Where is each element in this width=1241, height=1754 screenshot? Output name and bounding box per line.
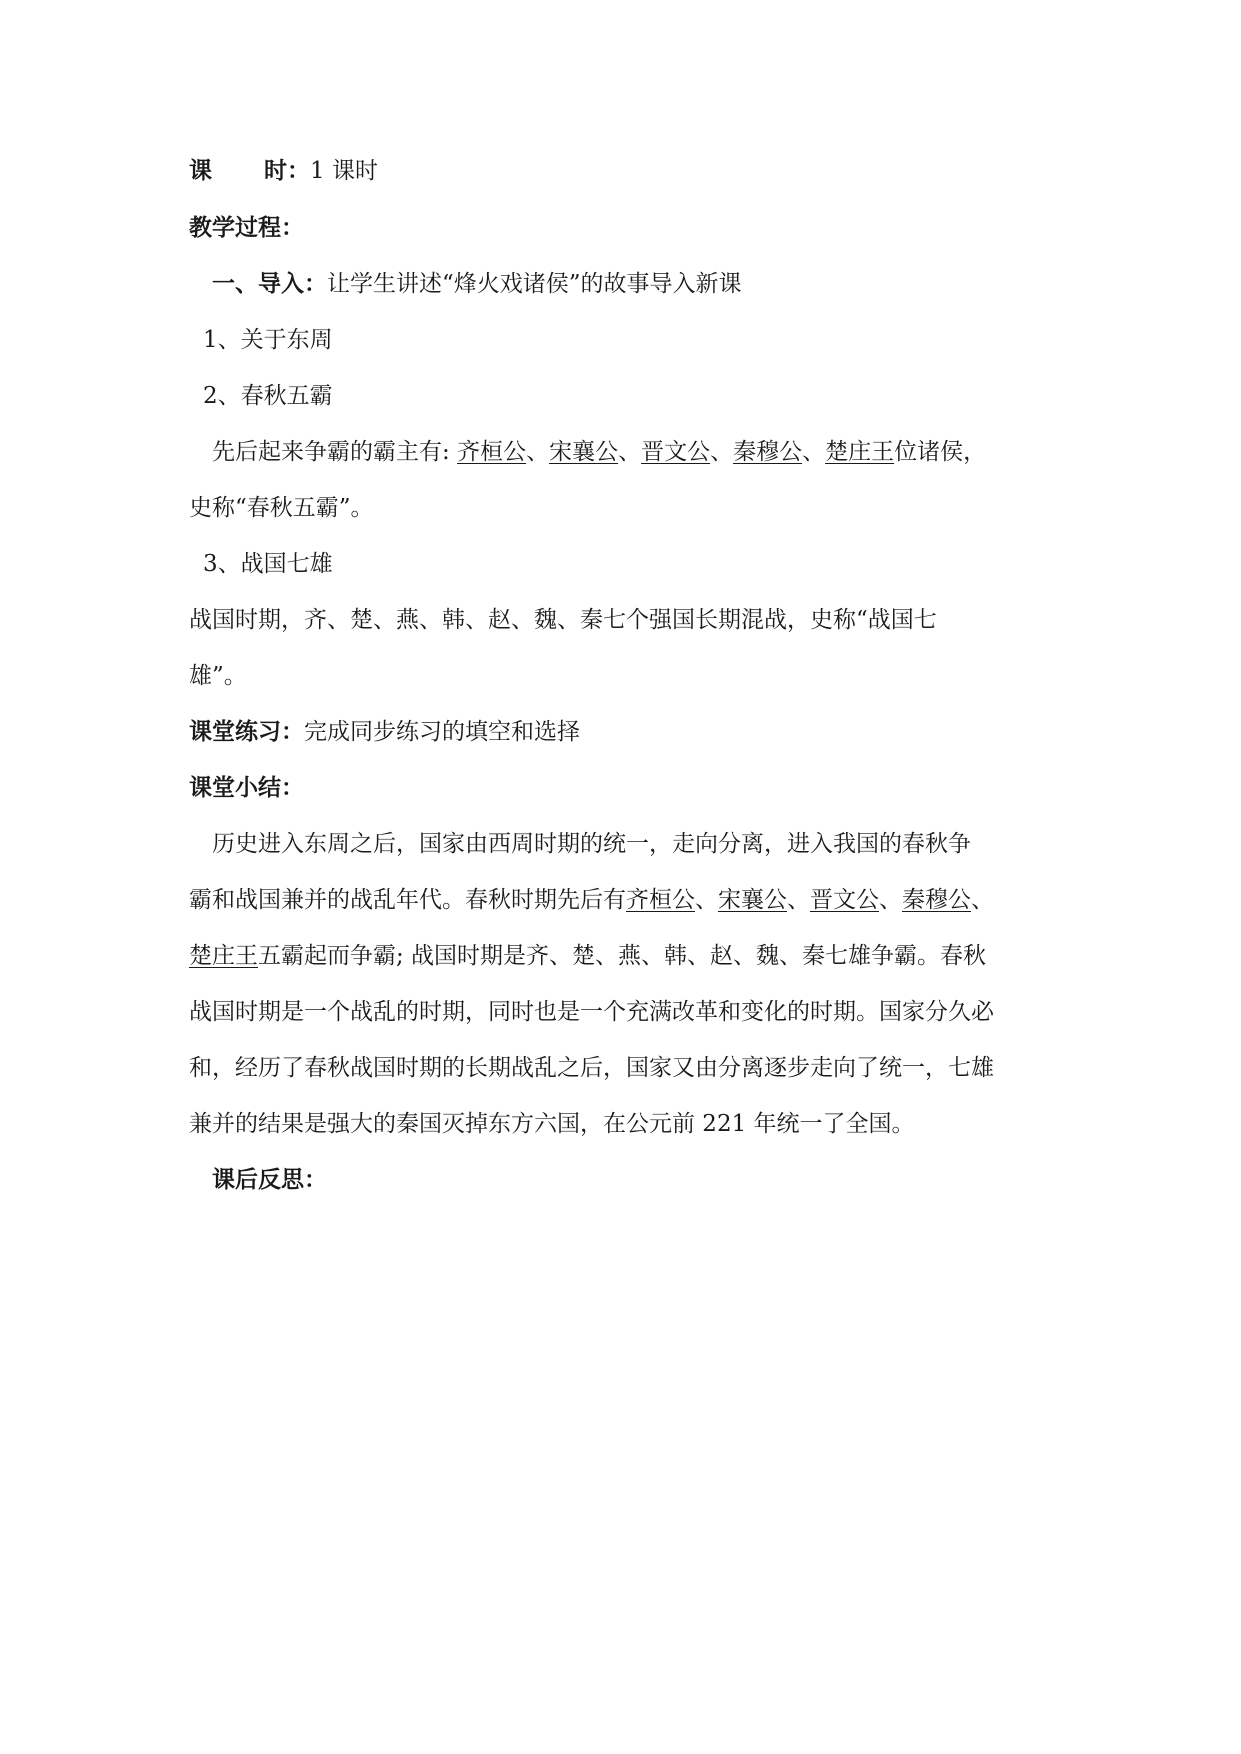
- lesson-period-label-b: 时：: [264, 158, 310, 184]
- separator: 、: [710, 439, 734, 465]
- separator: 、: [802, 439, 826, 465]
- practice-line: [189, 717, 1059, 747]
- hegemon-name: 宋襄公: [549, 439, 619, 465]
- item-five-hegemons: 2、春秋五霸: [203, 383, 333, 409]
- summary-line3: [189, 941, 987, 971]
- summary-line4: 战国时期是一个战乱的时期，同时也是一个充满改革和变化的时期。国家分久必: [189, 999, 994, 1025]
- reflection-heading: 课后反思：: [212, 1167, 327, 1193]
- separator: 、: [879, 887, 902, 913]
- summary-line1: 历史进入东周之后，国家由西周时期的统一，走向分离，进入我国的春秋争: [212, 831, 971, 857]
- separator: 、: [618, 439, 642, 465]
- intro-text: 让学生讲述“烽火戏诸侯”的故事导入新课: [327, 271, 742, 297]
- hegemon-name: 齐桓公: [626, 887, 695, 913]
- warring-paragraph-line1: 战国时期，齐、楚、燕、韩、赵、魏、秦七个强国长期混战，史称“战国七: [189, 607, 937, 633]
- hegemons-paragraph-line2: 史称“春秋五霸”。: [189, 495, 374, 521]
- hegemon-name: 楚庄王: [189, 943, 258, 969]
- hegemon-name: 齐桓公: [457, 439, 527, 465]
- separator: 、: [695, 887, 718, 913]
- hegemon-name: 秦穆公: [902, 887, 971, 913]
- hegemon-name: 晋文公: [810, 887, 879, 913]
- summary-line5: 和，经历了春秋战国时期的长期战乱之后，国家又由分离逐步走向了统一，七雄: [189, 1055, 994, 1081]
- practice-text: 完成同步练习的填空和选择: [304, 719, 580, 745]
- hegemon-name: 楚庄王: [825, 439, 895, 465]
- summary-line2: [189, 885, 994, 915]
- hegemon-name: 秦穆公: [733, 439, 803, 465]
- hegemon-name: 宋襄公: [718, 887, 787, 913]
- lesson-period-line: [189, 156, 1059, 186]
- lesson-period-value: 1 课时: [310, 158, 378, 184]
- lesson-period-label-a: 课: [189, 158, 212, 184]
- practice-label: 课堂练习：: [189, 719, 304, 745]
- summary-line3-suffix: 五霸起而争霸; 战国时期是齐、楚、燕、韩、赵、魏、秦七雄争霸。春秋: [258, 943, 987, 969]
- separator: 、: [787, 887, 810, 913]
- summary-heading: 课堂小结：: [189, 775, 304, 801]
- summary-line6: 兼并的结果是强大的秦国灭掉东方六国，在公元前 221 年统一了全国。: [189, 1111, 915, 1137]
- item-seven-warring-states: 3、战国七雄: [203, 551, 333, 577]
- intro-label: 一、导入：: [212, 271, 327, 297]
- intro-line: [212, 269, 1082, 299]
- hegemons-paragraph-line1: [212, 437, 987, 467]
- hegemons-suffix: 位诸侯，: [894, 439, 987, 465]
- item-eastern-zhou: 1、关于东周: [203, 327, 333, 353]
- separator: 、: [971, 887, 994, 913]
- separator: 、: [526, 439, 550, 465]
- process-heading: 教学过程：: [189, 215, 304, 241]
- hegemons-colon: :: [442, 439, 458, 465]
- summary-line2-prefix: 霸和战国兼并的战乱年代。春秋时期先后有: [189, 887, 626, 913]
- warring-paragraph-line2: 雄”。: [189, 663, 247, 689]
- hegemon-name: 晋文公: [641, 439, 711, 465]
- hegemons-prefix: 先后起来争霸的霸主有: [212, 439, 442, 465]
